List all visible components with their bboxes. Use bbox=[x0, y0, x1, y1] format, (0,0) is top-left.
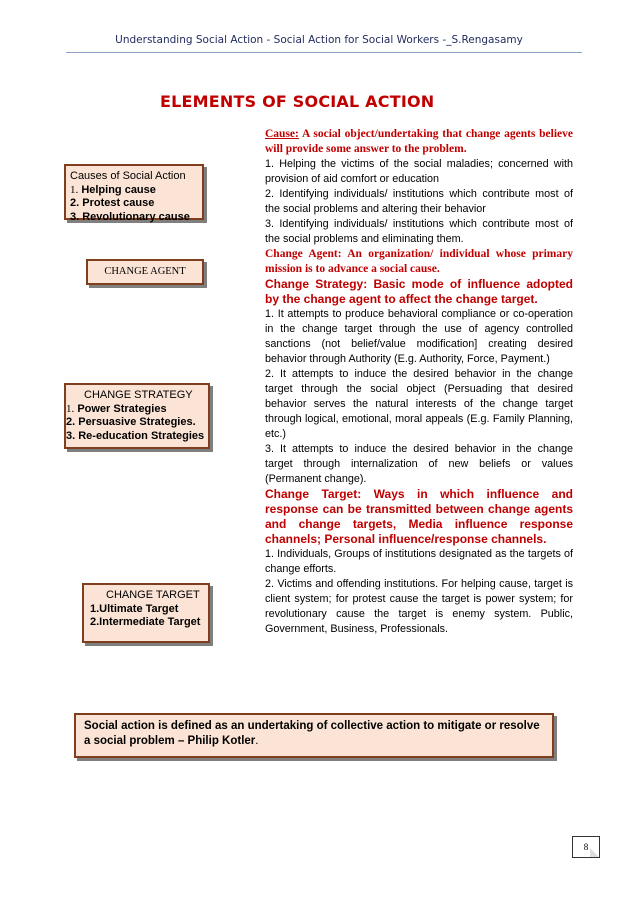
target-item-2: 2.Intermediate Target bbox=[90, 616, 201, 628]
cause-point-2: 2. Identifying individuals/ institutions which contribute most of the social problems and altering their behavior bbox=[265, 188, 573, 215]
strategy-point-3: 3. It attempts to induce the desired behavior in the change target through internalization of new beliefs or values (Permanent change). bbox=[265, 443, 573, 485]
causes-item-3: 3. Revolutionary cause bbox=[70, 210, 190, 223]
causes-heading: Causes of Social Action bbox=[70, 170, 186, 182]
strategy-item-3: 3. Re-education Strategies bbox=[66, 429, 205, 442]
strategy-point-2: 2. It attempts to induce the desired behavior in the change target through the social object (Persuading that desired behavior serves the natural interests of the change target through logical, emotional, moral appeals (E.g. Family Planning, etc.) bbox=[265, 368, 573, 440]
change-strategy-heading: CHANGE STRATEGY bbox=[84, 389, 193, 401]
elements-description bbox=[265, 127, 573, 637]
target-point-2: 2. Victims and offending institutions. For helping cause, target is client system; for protest cause the target is power system; for revolutionary cause the target is enemy system. Public, Government, Business, Professionals. bbox=[265, 578, 573, 635]
definition-text: Social action is defined as an undertaking of collective action to mitigate or resolve a social problem – bbox=[84, 720, 540, 747]
definition-end: . bbox=[255, 735, 259, 747]
agent-definition: Change Agent: An organization/ individual whose primary mission is to advance a social cause. bbox=[265, 248, 573, 275]
change-agent-box bbox=[86, 259, 204, 285]
change-agent-heading: CHANGE AGENT bbox=[104, 266, 186, 277]
change-strategy-box bbox=[64, 383, 210, 449]
causes-box bbox=[64, 164, 204, 223]
target-definition: Change Target: Ways in which influence and response can be transmitted between change agents and change targets, Media influence response channels; Personal influence/response channels. bbox=[265, 487, 573, 546]
change-target-box bbox=[82, 583, 210, 643]
definition-box bbox=[74, 713, 554, 758]
cause-definition: Cause: A social object/undertaking that change agents believe will provide some answer to the problem. bbox=[265, 128, 573, 155]
page-number: 8 bbox=[572, 836, 600, 858]
change-target-heading: CHANGE TARGET bbox=[106, 589, 200, 601]
target-item-1: 1.Ultimate Target bbox=[90, 602, 179, 615]
definition-author: Philip Kotler bbox=[187, 735, 256, 747]
strategy-definition: Change Strategy: Basic mode of influence adopted by the change agent to affect the change target. bbox=[265, 277, 573, 306]
causes-item-1: 1. Helping cause bbox=[70, 183, 156, 196]
page-title: ELEMENTS OF SOCIAL ACTION bbox=[160, 92, 435, 111]
page-number-fold bbox=[590, 848, 599, 857]
strategy-item-1: 1. Power Strategies bbox=[66, 402, 167, 415]
header-rule bbox=[66, 52, 582, 53]
strategy-item-2: 2. Persuasive Strategies. bbox=[66, 416, 196, 428]
cause-point-3: 3. Identifying individuals/ institutions which contribute most of the social problems and eliminating them. bbox=[265, 218, 573, 245]
causes-item-2: 2. Protest cause bbox=[70, 197, 155, 209]
cause-point-1: 1. Helping the victims of the social maladies; concerned with provision of aid comfort or education bbox=[265, 158, 573, 185]
target-point-1: 1. Individuals, Groups of institutions designated as the targets of change efforts. bbox=[265, 548, 573, 575]
running-header: Understanding Social Action - Social Action for Social Workers -_S.Rengasamy bbox=[115, 34, 523, 46]
strategy-point-1: 1. It attempts to produce behavioral compliance or co-operation in the change target through the use of agency controlled sanctions (not belief/value modification] creating desired behavior through Authority (E.g. Authority, Force, Payment.) bbox=[265, 308, 573, 365]
